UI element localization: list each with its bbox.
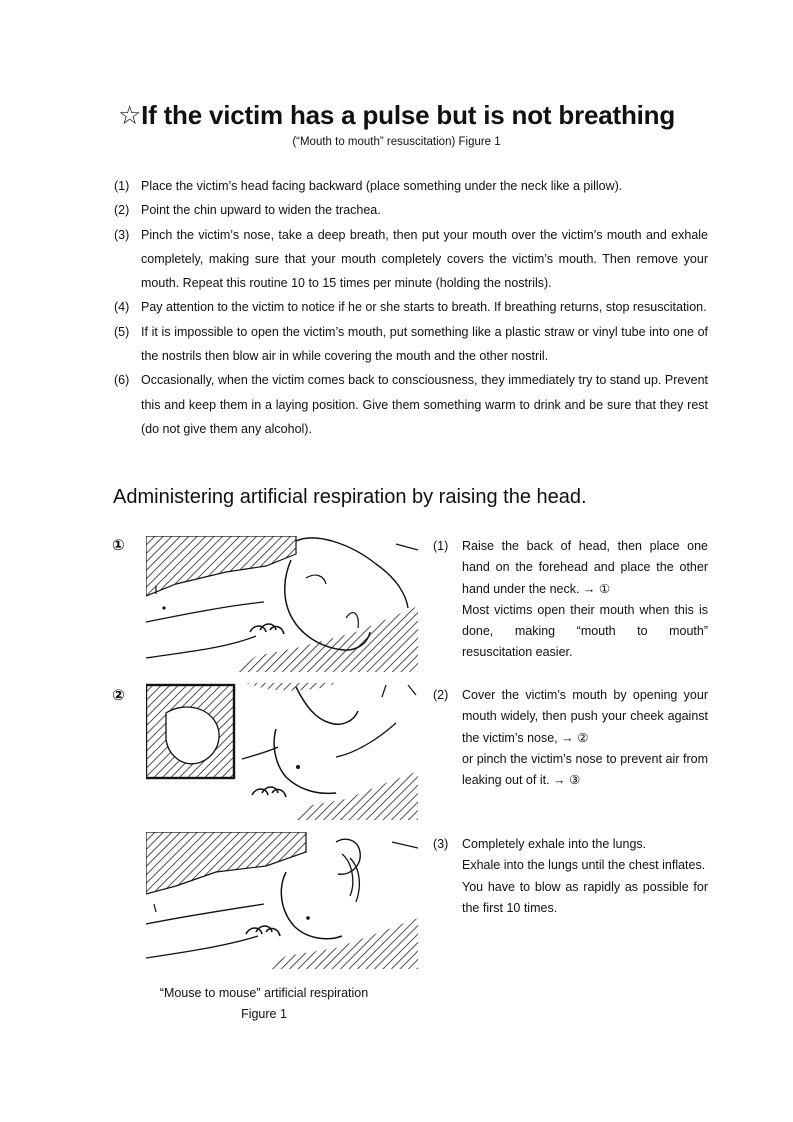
star-icon: ☆ [117, 100, 142, 130]
list-item [114, 223, 708, 296]
list-item [114, 198, 708, 222]
step-number: (6) [114, 373, 130, 388]
instruction-text: Exhale into the lungs until the chest inflates. [462, 858, 706, 873]
list-item [114, 368, 708, 441]
instruction-block-3 [433, 834, 708, 919]
step-text: Pay attention to the victim to notice if he or she starts to breath. If breathing returns, stop resuscitation. [141, 300, 707, 315]
step-number: (5) [114, 324, 130, 339]
instruction-block-2 [433, 685, 708, 791]
list-item [114, 295, 708, 319]
instruction-number: (1) [433, 539, 449, 553]
instruction-text: You have to blow as rapidly as possible for the first 10 times. [462, 879, 708, 915]
figure-caption-label: Figure 1 [241, 1007, 287, 1021]
step-text: Occasionally, when the victim comes back to consciousness, they immediately try to stand up. Prevent this and keep them in a laying position. Give them something warm to drink and be sure that they rest (do not give them any alcohol). [141, 373, 708, 436]
step-number: (2) [114, 203, 130, 218]
page-title [0, 100, 793, 131]
page-title-text: If the victim has a pulse but is not breathing [141, 100, 676, 130]
list-item [114, 174, 708, 198]
figure-caption [146, 983, 382, 1025]
instruction-text: Raise the back of head, then place one hand on the forehead and place the other hand under the neck. → ① [462, 539, 708, 596]
step-text: Pinch the victim’s nose, take a deep breath, then put your mouth over the victim’s mouth and exhale completely, making sure that your mouth completely covers the victim’s mouth. Then remove your mouth. Repeat this routine 10 to 15 times per minute (holding the nostrils). [141, 227, 708, 291]
figure-marker-1: ① [112, 537, 125, 554]
step-text: Place the victim’s head facing backward (place something under the neck like a pillow). [141, 179, 623, 193]
section-heading: Administering artificial respiration by raising the head. [113, 486, 587, 508]
step-number: (1) [114, 179, 130, 193]
instruction-text: Completely exhale into the lungs. [462, 837, 647, 851]
steps-list [114, 174, 708, 441]
step-number: (3) [114, 227, 130, 242]
instruction-text: Most victims open their mouth when this is done, making “mouth to mouth” resuscitation easier. [462, 602, 708, 660]
instruction-text: or pinch the victim’s nose to prevent air from leaking out of it. → ③ [462, 751, 708, 788]
figure-marker-2: ② [112, 687, 125, 704]
page-subtitle: (“Mouth to mouth” resuscitation) Figure 1 [292, 136, 501, 148]
illustration-exhale [146, 832, 418, 969]
list-item [114, 320, 708, 369]
step-text: Point the chin upward to widen the trachea. [141, 203, 381, 218]
step-text: If it is impossible to open the victim’s mouth, put something like a plastic straw or vinyl tube into one of the nostrils then blow air in while covering the mouth and the other nostril. [141, 324, 708, 364]
step-number: (4) [114, 300, 130, 315]
instruction-number: (2) [433, 688, 449, 702]
illustration-mouth-cover [146, 683, 418, 820]
figure-caption-line: “Mouse to mouse” artificial respiration [159, 986, 369, 1000]
instruction-block-1 [433, 536, 708, 664]
instruction-number: (3) [433, 837, 449, 851]
illustration-head-tilt [146, 536, 418, 672]
instruction-text: Cover the victim’s mouth by opening your mouth widely, then push your cheek against the victim’s nose, → ② [462, 688, 708, 745]
